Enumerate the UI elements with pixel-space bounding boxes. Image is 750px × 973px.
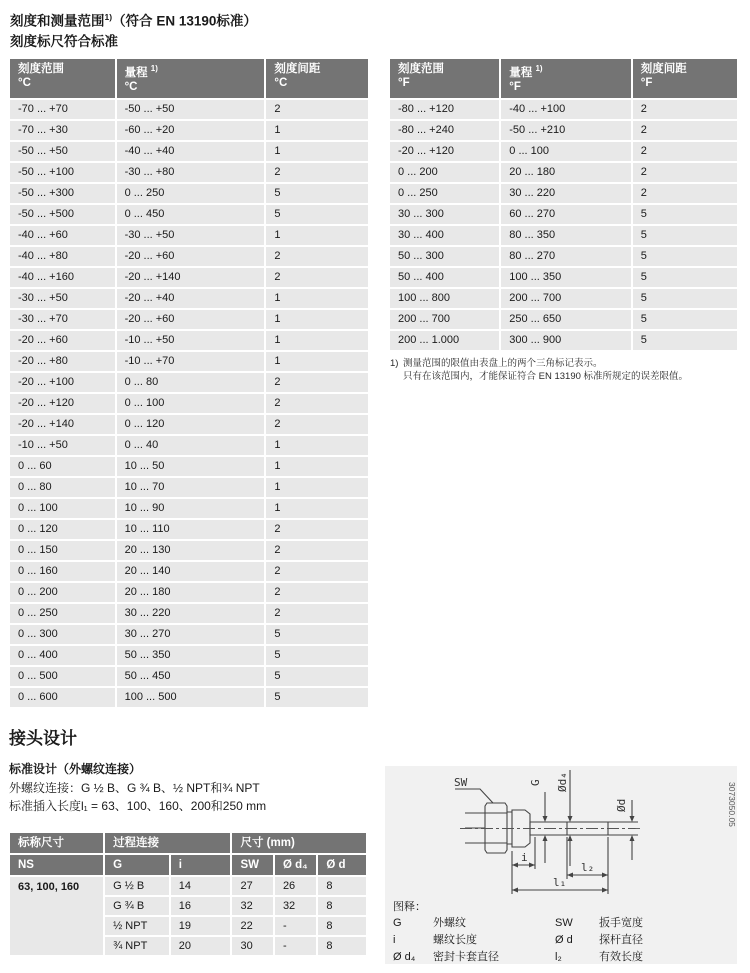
column-header-ns: NS (10, 855, 103, 875)
table-cell: 2 (266, 604, 368, 623)
drawing-label-i: i (521, 851, 528, 864)
legend-symbol: SW (555, 917, 573, 929)
table-row (10, 205, 368, 224)
part-number: 3073050.05 (727, 782, 737, 827)
table-cell: 16 (171, 897, 231, 915)
table-cell: 2 (633, 184, 737, 203)
title-standard-text: （符合 EN 13190标准） (112, 13, 257, 29)
table-cell: -20 ... +60 (10, 331, 115, 350)
page-title (10, 7, 257, 52)
table-cell: 5 (633, 268, 737, 287)
table-cell: 2 (633, 142, 737, 161)
table-cell: 2 (266, 583, 368, 602)
table-cell: 32 (232, 897, 272, 915)
table-cell: 5 (266, 184, 368, 203)
table-row (390, 310, 737, 329)
drawing-label-g: G (529, 779, 542, 786)
table-row (390, 205, 737, 224)
table-cell: -20 ... +120 (390, 142, 499, 161)
table-row (390, 247, 737, 266)
table-cell: 8 (318, 897, 366, 915)
table-cell: 5 (633, 247, 737, 266)
table-row (10, 121, 368, 140)
table-row (10, 310, 368, 329)
table-cell: 0 ... 40 (117, 436, 265, 455)
table-row (390, 226, 737, 245)
table-row (390, 331, 737, 350)
table-cell: 80 ... 270 (501, 247, 631, 266)
header-row (390, 59, 737, 98)
table-cell: -20 ... +60 (117, 310, 265, 329)
legend-symbol: Ø d (555, 934, 573, 946)
title-footnote-marker: 1) (104, 12, 113, 22)
table-cell: -50 ... +50 (117, 100, 265, 119)
column-header-g: G (105, 855, 169, 875)
table-cell: 1 (266, 436, 368, 455)
table-cell: 1 (266, 457, 368, 476)
table-cell: ½ NPT (105, 917, 169, 935)
table-row (390, 268, 737, 287)
table-cell: -40 ... +40 (117, 142, 265, 161)
table-cell: 100 ... 350 (501, 268, 631, 287)
table-cell: 8 (318, 937, 366, 955)
drawing-label-l1: l₁ (553, 876, 567, 889)
table-row (10, 163, 368, 182)
legend-title: 图释： (393, 901, 426, 913)
drawing-label-d: Ød (615, 798, 628, 812)
table-cell: 2 (266, 562, 368, 581)
column-header-d4: Ø d₄ (275, 855, 316, 875)
standard-design-block (9, 760, 266, 816)
table-cell: 0 ... 500 (10, 667, 115, 686)
table-cell: 20 (171, 937, 231, 955)
table-cell: 2 (266, 247, 368, 266)
table-cell: 250 ... 650 (501, 310, 631, 329)
table-cell: 0 ... 160 (10, 562, 115, 581)
technical-drawing (385, 766, 737, 898)
table-cell: 26 (275, 877, 316, 895)
table-cell: 1 (266, 499, 368, 518)
table-cell: -30 ... +50 (10, 289, 115, 308)
column-header-d: Ø d (318, 855, 366, 875)
table-cell: G ½ B (105, 877, 169, 895)
table-cell: -70 ... +30 (10, 121, 115, 140)
table-cell: -20 ... +60 (117, 247, 265, 266)
table-row (10, 394, 368, 413)
table-cell: 0 ... 300 (10, 625, 115, 644)
table-cell: 50 ... 400 (390, 268, 499, 287)
table-cell: 0 ... 400 (10, 646, 115, 665)
table-cell: 5 (633, 289, 737, 308)
table-cell: 5 (633, 205, 737, 224)
drawing-label-sw: SW (454, 776, 468, 789)
table-cell: -40 ... +160 (10, 268, 115, 287)
table-cell: 1 (266, 352, 368, 371)
table-cell: 0 ... 250 (390, 184, 499, 203)
scale-table-fahrenheit (388, 57, 739, 352)
table-row (390, 142, 737, 161)
table-row (10, 478, 368, 497)
column-header-i: i (171, 855, 231, 875)
table-row (10, 268, 368, 287)
table-cell: 100 ... 800 (390, 289, 499, 308)
table-cell: 2 (266, 268, 368, 287)
table-cell: 30 ... 400 (390, 226, 499, 245)
table-cell: 100 ... 500 (117, 688, 265, 707)
table-cell: -80 ... +120 (390, 100, 499, 119)
table-cell: 1 (266, 289, 368, 308)
table-cell: 5 (633, 310, 737, 329)
table-cell: 50 ... 450 (117, 667, 265, 686)
table-row (10, 142, 368, 161)
table-cell: 0 ... 450 (117, 205, 265, 224)
ns-value-cell: 63, 100, 160 (10, 877, 103, 955)
table-cell: 60 ... 270 (501, 205, 631, 224)
table-cell: 20 ... 180 (117, 583, 265, 602)
column-header-sw: SW (232, 855, 272, 875)
table-cell: -50 ... +50 (10, 142, 115, 161)
table-cell: 1 (266, 121, 368, 140)
table-cell: -10 ... +70 (117, 352, 265, 371)
table-cell: 0 ... 80 (10, 478, 115, 497)
drawing-label-d4: Ød₄ (556, 772, 569, 792)
legend-meaning: 密封卡套直径 (433, 951, 499, 963)
column-header-span-f: 量程 $^{1)}$ °F (501, 59, 631, 98)
column-header-scale-range-c: 刻度范围 °C (10, 59, 115, 98)
legend-meaning: 螺纹长度 (433, 934, 477, 946)
table-row (10, 499, 368, 518)
page-title-line1 (10, 7, 257, 32)
table-cell: 1 (266, 226, 368, 245)
table-cell: 20 ... 140 (117, 562, 265, 581)
table-row (10, 646, 368, 665)
insertion-length-line: 标准插入长度l₁ = 63、100、160、200和250 mm (9, 799, 267, 813)
table-cell: -20 ... +120 (10, 394, 115, 413)
table-cell: 19 (171, 917, 231, 935)
column-header-graduation-f: 刻度间距 °F (633, 59, 737, 98)
legend-symbol: i (393, 934, 396, 946)
table-cell: -50 ... +100 (10, 163, 115, 182)
table-cell: 200 ... 1.000 (390, 331, 499, 350)
group-header-process-connection: 过程连接 (105, 833, 230, 853)
table-cell: 200 ... 700 (501, 289, 631, 308)
table-row (10, 520, 368, 539)
table-cell: -20 ... +140 (10, 415, 115, 434)
table-cell: -50 ... +300 (10, 184, 115, 203)
table-cell: 0 ... 600 (10, 688, 115, 707)
table-cell: 8 (318, 877, 366, 895)
table-cell: 14 (171, 877, 231, 895)
table-cell: 0 ... 200 (390, 163, 499, 182)
table-cell: 300 ... 900 (501, 331, 631, 350)
group-header-dimensions: 尺寸 (mm) (232, 833, 366, 853)
table-cell: 30 ... 270 (117, 625, 265, 644)
table-cell: 0 ... 100 (117, 394, 265, 413)
table-row (10, 331, 368, 350)
title-text: 刻度和测量范围 (10, 13, 105, 29)
table-cell: 1 (266, 142, 368, 161)
table-cell: 2 (266, 373, 368, 392)
table-cell: 2 (266, 100, 368, 119)
column-header-scale-range-f: 刻度范围 °F (390, 59, 499, 98)
table-cell: 27 (232, 877, 272, 895)
table-cell: 0 ... 120 (10, 520, 115, 539)
table-cell: 8 (318, 917, 366, 935)
table-cell: 5 (266, 625, 368, 644)
legend-symbol: l₂ (555, 951, 562, 963)
table-cell: 30 (232, 937, 272, 955)
table-cell: -30 ... +70 (10, 310, 115, 329)
table-row (10, 625, 368, 644)
table-cell: 5 (633, 331, 737, 350)
table-row (390, 184, 737, 203)
table-cell: 2 (266, 415, 368, 434)
table-cell: 0 ... 80 (117, 373, 265, 392)
table-cell: -50 ... +210 (501, 121, 631, 140)
table-row (390, 121, 737, 140)
table-cell: -80 ... +240 (390, 121, 499, 140)
legend-meaning: 外螺纹 (433, 917, 466, 929)
table-cell: -20 ... +140 (117, 268, 265, 287)
table-row (10, 604, 368, 623)
table-cell: - (275, 937, 316, 955)
table-row (10, 583, 368, 602)
legend-meaning: 扳手宽度 (599, 917, 643, 929)
column-header-graduation-c: 刻度间距 °C (266, 59, 368, 98)
page-title-line2: 刻度标尺符合标准 (10, 33, 118, 49)
table-cell: 2 (266, 163, 368, 182)
table-cell: 0 ... 120 (117, 415, 265, 434)
table-cell: 10 ... 110 (117, 520, 265, 539)
table-cell: 50 ... 350 (117, 646, 265, 665)
table-cell: 2 (633, 100, 737, 119)
table-cell: 0 ... 60 (10, 457, 115, 476)
header-row (10, 59, 368, 98)
table-row (10, 184, 368, 203)
table-cell: 50 ... 300 (390, 247, 499, 266)
table-row (10, 667, 368, 686)
table-row (390, 163, 737, 182)
table-cell: 0 ... 250 (117, 184, 265, 203)
table-cell: 10 ... 90 (117, 499, 265, 518)
table-row (10, 688, 368, 707)
table-cell: 0 ... 100 (10, 499, 115, 518)
table-row (10, 100, 368, 119)
table-row (10, 415, 368, 434)
footnote (390, 357, 740, 383)
footnote-marker: 1) (390, 358, 399, 369)
table-cell: 22 (232, 917, 272, 935)
table-cell: -70 ... +70 (10, 100, 115, 119)
legend-meaning: 探杆直径 (599, 934, 643, 946)
table-row (10, 877, 366, 895)
technical-drawing-panel (385, 766, 737, 964)
table-cell: 20 ... 180 (501, 163, 631, 182)
table-cell: 2 (633, 121, 737, 140)
table-cell: 5 (266, 205, 368, 224)
table-row (390, 289, 737, 308)
table-cell: 5 (266, 667, 368, 686)
table-cell: -10 ... +50 (117, 331, 265, 350)
table-cell: -20 ... +80 (10, 352, 115, 371)
table-cell: -10 ... +50 (10, 436, 115, 455)
table-row (10, 352, 368, 371)
table-cell: -30 ... +80 (117, 163, 265, 182)
table-row (390, 100, 737, 119)
section-heading: 接头设计 (9, 729, 77, 748)
table-cell: 10 ... 70 (117, 478, 265, 497)
table-cell: 5 (633, 226, 737, 245)
table-cell: -50 ... +500 (10, 205, 115, 224)
table-row (10, 247, 368, 266)
table-cell: 2 (633, 163, 737, 182)
table-cell: 1 (266, 331, 368, 350)
table-cell: -40 ... +60 (10, 226, 115, 245)
table-row (10, 373, 368, 392)
table-cell: -20 ... +40 (117, 289, 265, 308)
table-row (10, 226, 368, 245)
table-cell: 30 ... 220 (117, 604, 265, 623)
table-cell: -60 ... +20 (117, 121, 265, 140)
table-row (10, 541, 368, 560)
table-cell: 32 (275, 897, 316, 915)
legend-meaning: 有效长度 (599, 951, 643, 963)
footnote-line1: 测量范围的限值由表盘上的两个三角标记表示。 (403, 358, 603, 369)
table-cell: 80 ... 350 (501, 226, 631, 245)
table-cell: -30 ... +50 (117, 226, 265, 245)
sub-header-row (10, 855, 366, 875)
table-cell: -20 ... +100 (10, 373, 115, 392)
table-cell: ¾ NPT (105, 937, 169, 955)
table-cell: 2 (266, 394, 368, 413)
legend-symbol: Ø d₄ (393, 951, 416, 963)
table-cell: 30 ... 220 (501, 184, 631, 203)
table-cell: 0 ... 100 (501, 142, 631, 161)
table-cell: 10 ... 50 (117, 457, 265, 476)
table-cell: 1 (266, 478, 368, 497)
table-cell: 2 (266, 541, 368, 560)
group-header-row (10, 833, 366, 853)
group-header-nominal-size: 标称尺寸 (10, 833, 103, 853)
thread-types-line: 外螺纹连接：G ½ B、G ¾ B、½ NPT和¾ NPT (9, 780, 260, 795)
table-cell: -40 ... +100 (501, 100, 631, 119)
table-cell: 200 ... 700 (390, 310, 499, 329)
legend-symbol: G (393, 917, 402, 929)
footnote-line2: 只有在该范围内，才能保证符合 EN 13190 标准所规定的误差限值。 (403, 371, 689, 382)
table-cell: -40 ... +80 (10, 247, 115, 266)
dimension-table (8, 831, 368, 957)
table-row (10, 457, 368, 476)
table-cell: 2 (266, 520, 368, 539)
table-cell: 20 ... 130 (117, 541, 265, 560)
scale-table-celsius (8, 57, 370, 709)
table-row (10, 289, 368, 308)
table-row (10, 436, 368, 455)
table-cell: 0 ... 200 (10, 583, 115, 602)
table-cell: G ¾ B (105, 897, 169, 915)
column-header-span-c: 量程 $^{1)}$ °C (117, 59, 265, 98)
table-cell: 30 ... 300 (390, 205, 499, 224)
table-cell: - (275, 917, 316, 935)
table-row (10, 562, 368, 581)
table-cell: 1 (266, 310, 368, 329)
table-cell: 5 (266, 646, 368, 665)
subsection-heading: 标准设计（外螺纹连接） (9, 762, 142, 776)
table-cell: 0 ... 150 (10, 541, 115, 560)
drawing-legend (385, 898, 737, 965)
table-cell: 0 ... 250 (10, 604, 115, 623)
drawing-label-l2: l₂ (581, 861, 595, 874)
table-cell: 5 (266, 688, 368, 707)
